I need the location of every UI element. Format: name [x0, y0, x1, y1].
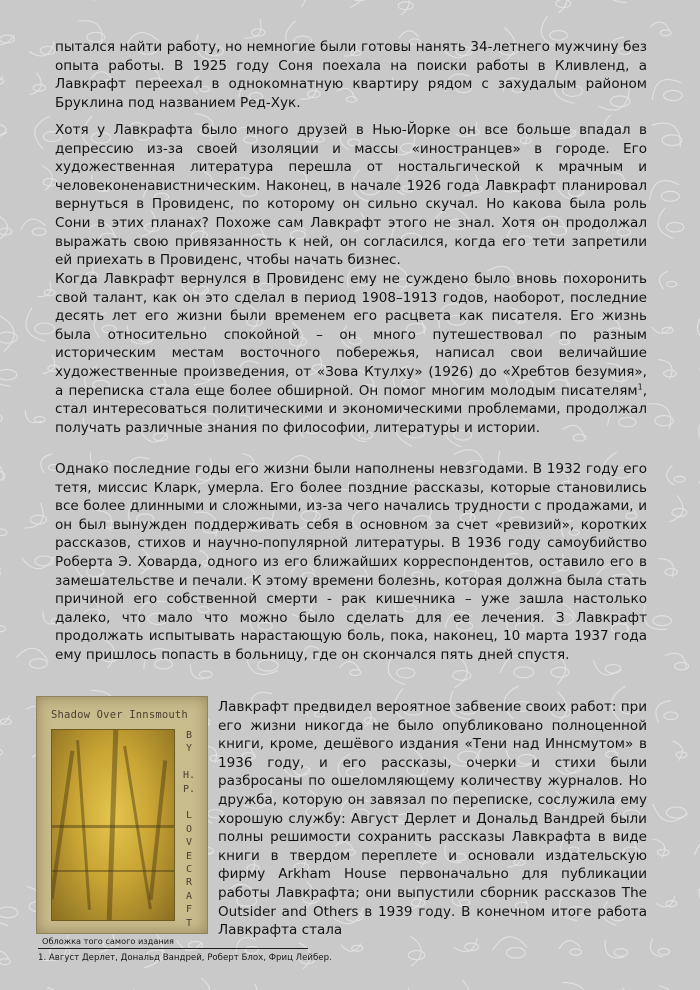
paragraph-2	[55, 121, 647, 270]
cover-author-vertical: B Y H. P. L O V E C R A F T	[182, 730, 196, 929]
paragraph-3-text-before: Когда Лавкрафт вернулся в Провиденс ему не суждено было вновь похоронить свой талант, как он это сделал в период 1908–1913 годов, наоборот, последние десять лет его жизни были временем его расцвета как писателя. Его жизнь была относительно спокойной – он много путешествовал по разным историческим местам восточного побережья, написал свои величайшие художественные произведения, от «Зова Ктулху» (1926) до «Хребтов безумия», а переписка стала еще более обширной. Он помог многим молодым писателям	[55, 271, 647, 399]
paragraph-4-text: Однако последние годы его жизни были наполнены невзгодами. В 1932 году его тетя, миссис Кларк, умерла. Его более поздние рассказы, которые становились все более длинными и сложными, из-за чего начались трудности с продажами, и он был вынужден поддерживать себя в основном за счет «ревизий», коротких рассказов, стихов и научно-популярной литературы. В 1936 году самоубийство Роберта Э. Ховарда, одного из его ближайших корреспондентов, оставило его в замешательстве и печали. К этому времени болезнь, которая должна была стать причиной его собственной смерти - рак кишечника – уже зашла настолько далеко, что мало что можно было сделать для ее лечения. З Лавкрафт продолжать испытывать нарастающую боль, пока, наконец, 10 марта 1937 года ему пришлось попасть в больницу, где он скончался пять дней спустя.	[55, 461, 647, 663]
paragraph-1-text: пытался найти работу, но немногие были готовы нанять 34-летнего мужчину без опыта работы. В 1925 году Соня поехала на поиски работы в Кливленд, а Лавкрафт переехал в однокомнатную квартиру рядом с захудалым районом Бруклина под названием Ред-Хук.	[55, 39, 647, 111]
footnote-divider	[38, 948, 308, 949]
paragraph-3-text-after: , стал интересоваться политическими и экономическими проблемами, продолжал получать различные знания по философии, литературы и истории.	[55, 382, 647, 436]
paragraph-1	[55, 38, 647, 112]
footnote: 1. Август Дерлет, Дональд Вандрей, Роберт Блох, Фриц Лейбер.	[38, 953, 332, 963]
paragraph-2-text: Хотя у Лавкрафта было много друзей в Нью-Йорке он все больше впадал в депрессию из-за своей изоляции и массы «иностранцев» в городе. Его художественная литература перешла от ностальгической к мрачным и человеконенавистническим. Наконец, в начале 1926 года Лавкрафт планировал вернуться в Провиденс, по которому он сильно скучал. Но какова была роль Сони в этих планах? Похоже сам Лавкрафт этого не знал. Хотя он продолжал выражать свою привязанность к ней, он согласился, когда его тети запретили ей приехать в Провиденс, чтобы начать бизнес.	[55, 122, 647, 269]
paragraph-4	[55, 460, 647, 665]
book-cover-image	[36, 696, 208, 934]
figure-caption: Обложка того самого издания	[42, 936, 174, 946]
paragraph-5-text: Лавкрафт предвидел вероятное забвение своих работ: при его жизни никогда не было опубликовано полноценной книги, кроме, дешёвого издания «Тени над Иннсмутом» в 1936 году, и его рассказы, очерки и стихи были разбросаны по ошеломляющему количеству журналов. Но дружба, которую он завязал по переписке, сослужила ему хорошую службу: Август Дерлет и Дональд Вандрей были полны решимости сохранить рассказы Лавкрафта в виде книги в твердом переплете и основали издательскую фирму Arkham House первоначально для публикации работы Лавкрафта; они выпустили сборник рассказов The Outsider and Others в 1939 году. В конечном итоге работа Лавкрафта стала	[218, 699, 647, 939]
paragraph-5	[218, 698, 647, 940]
cover-illustration	[51, 729, 175, 921]
paragraph-3	[55, 270, 647, 437]
footnote-marker: 1	[637, 382, 643, 392]
cover-title: Shadow Over Innsmouth	[51, 709, 188, 721]
